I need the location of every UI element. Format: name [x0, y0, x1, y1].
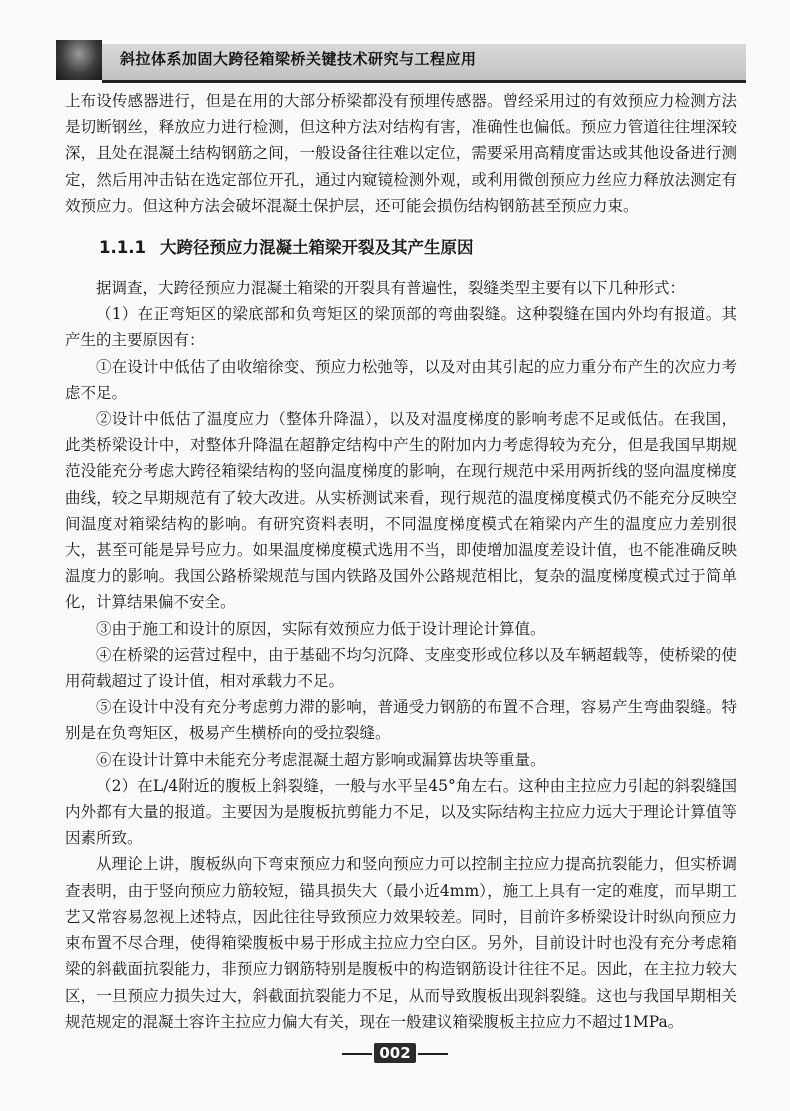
paragraph: （1）在正弯矩区的梁底部和负弯矩区的梁顶部的弯曲裂缝。这种裂缝在国内外均有报道。其产生的主要原因有：	[65, 305, 737, 350]
section-heading	[65, 233, 737, 263]
paragraph: 上布设传感器进行，但是在用的大部分桥梁都没有预埋传感器。曾经采用过的有效预应力检测方法是切断钢丝，释放应力进行检测，但这种方法对结构有害，准确性也偏低。预应力管道往往埋深较深，且处在混凝土结构钢筋之间，一般设备往往难以定位，需要采用高精度雷达或其他设备进行测定，然后用冲击钻在选定部位开孔，通过内窥镜检测外观，或利用微创预应力丝应力释放法测定有效预应力。但这种方法会破坏混凝土保护层，还可能会损伤结构钢筋甚至预应力束。	[65, 92, 737, 215]
book-logo-icon	[56, 40, 102, 80]
book-title: 斜拉体系加固大跨径箱梁桥关键技术研究与工程应用	[120, 50, 477, 68]
header-rule	[102, 80, 746, 83]
paragraph: ⑥在设计计算中未能充分考虑混凝土超方影响或漏算齿块等重量。	[96, 750, 546, 769]
paragraph: ②设计中低估了温度应力（整体升降温），以及对温度梯度的影响考虑不足或低估。在我国，此类桥梁设计中，对整体升降温在超静定结构中产生的附加内力考虑得较为充分，但是我国早期规范没能充分考虑大跨径箱梁结构的竖向温度梯度的影响，在现行规范中采用两折线的竖向温度梯度曲线，较之早期规范有了较大改进。从实桥测试来看，现行规范的温度梯度模式仍不能充分反映空间温度对箱梁结构的影响。有研究资料表明，不同温度梯度模式在箱梁内产生的温度应力差别很大，甚至可能是异号应力。如果温度梯度模式选用不当，即使增加温度差设计值，也不能准确反映温度力的影响。我国公路桥梁规范与国内铁路及国外公路规范相比，复杂的温度梯度模式过于简单化，计算结果偏不安全。	[65, 410, 737, 612]
footer-dash-left	[342, 1053, 372, 1055]
section-title: 大跨径预应力混凝土箱梁开裂及其产生原因	[159, 238, 474, 258]
paragraph: 从理论上讲，腹板纵向下弯束预应力和竖向预应力可以控制主拉应力提高抗裂能力，但实桥调查表明，由于竖向预应力筋较短，锚具损失大（最小近4mm），施工上具有一定的难度，而早期工艺又常容易忽视上述特点，因此往往导致预应力效果较差。同时，目前许多桥梁设计时纵向预应力束布置不尽合理，使得箱梁腹板中易于形成主拉应力空白区。另外，目前设计时也没有充分考虑箱梁的斜截面抗裂能力，非预应力钢筋特别是腹板中的构造钢筋设计往往不足。因此，在主拉力较大区，一旦预应力损失过大，斜截面抗裂能力不足，从而导致腹板出现斜裂缝。这也与我国早期相关规范规定的混凝土容许主拉应力偏大有关，现在一般建议箱梁腹板主拉应力不超过1MPa。	[65, 855, 737, 1031]
paragraph: （2）在L/4附近的腹板上斜裂缝，一般与水平呈45°角左右。这种由主拉应力引起的斜裂缝国内外都有大量的报道。主要因为是腹板抗剪能力不足，以及实际结构主拉应力远大于理论计算值等因素所致。	[65, 776, 737, 848]
paragraph: ⑤在设计中没有充分考虑剪力滞的影响，普通受力钢筋的布置不合理，容易产生弯曲裂缝。特别是在负弯矩区，极易产生横桥向的受拉裂缝。	[65, 698, 737, 743]
paragraph: ④在桥梁的运营过程中，由于基础不均匀沉降、支座变形或位移以及车辆超载等，使桥梁的使用荷载超过了设计值，相对承载力不足。	[65, 645, 737, 691]
running-header	[56, 40, 746, 80]
footer-dash-right	[418, 1053, 448, 1055]
paragraph: 据调查，大跨径预应力混凝土箱梁的开裂具有普遍性，裂缝类型主要有以下几种形式：	[96, 279, 686, 298]
section-number: 1.1.1	[99, 238, 146, 258]
page-footer	[0, 1043, 790, 1063]
paragraph: ③由于施工和设计的原因，实际有效预应力低于设计理论计算值。	[96, 619, 546, 638]
paragraph: ①在设计中低估了由收缩徐变、预应力松弛等，以及对由其引起的应力重分布产生的次应力考虑不足。	[65, 357, 737, 402]
body-text	[65, 88, 737, 1035]
page-number: 002	[374, 1043, 415, 1063]
